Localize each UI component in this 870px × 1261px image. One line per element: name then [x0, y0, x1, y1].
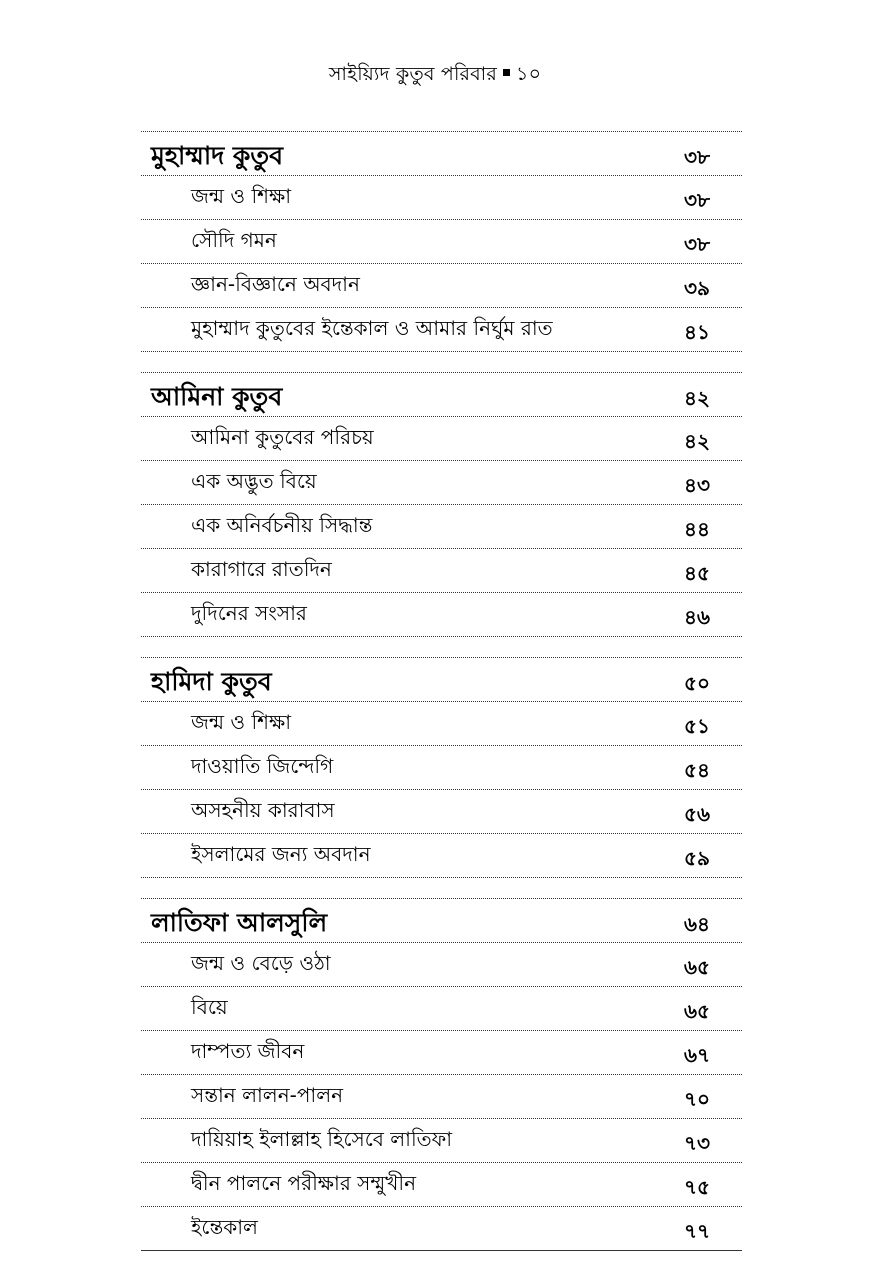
- toc-entry[interactable]: [141, 1074, 742, 1118]
- toc-entry[interactable]: [141, 789, 742, 833]
- section-page-number: ৫০: [684, 671, 710, 695]
- toc-entry[interactable]: [141, 416, 742, 460]
- separator-square-icon: [503, 69, 510, 76]
- entry-title: জন্ম ও শিক্ষা: [191, 710, 292, 734]
- entry-page-number: ৬৫: [684, 999, 710, 1023]
- entry-title: ইসলামের জন্য অবদান: [191, 842, 371, 866]
- toc-entry[interactable]: [141, 745, 742, 789]
- toc-entry[interactable]: [141, 548, 742, 592]
- entry-page-number: ৪৩: [684, 473, 710, 497]
- entry-title: বিয়ে: [191, 995, 228, 1019]
- entry-title: জ্ঞান-বিজ্ঞানে অবদান: [191, 272, 360, 296]
- toc-entry[interactable]: [141, 460, 742, 504]
- toc-entry[interactable]: [141, 175, 742, 219]
- entry-title: এক অদ্ভুত বিয়ে: [191, 469, 317, 493]
- entry-page-number: ৭৭: [684, 1219, 711, 1243]
- toc-entry[interactable]: [141, 219, 742, 263]
- entry-page-number: ৪২: [684, 429, 710, 453]
- running-header: [0, 60, 870, 92]
- entry-title: কারাগারে রাতদিন: [191, 557, 332, 581]
- entry-page-number: ৪৫: [684, 561, 710, 585]
- toc-section-heading[interactable]: [141, 131, 742, 175]
- section-page-number: ৩৮: [684, 145, 710, 169]
- toc-entry[interactable]: [141, 1206, 742, 1251]
- entry-page-number: ৬৫: [684, 955, 710, 979]
- toc-entry[interactable]: [141, 1162, 742, 1206]
- page-number: ১০: [516, 63, 542, 85]
- entry-page-number: ৭০: [684, 1087, 711, 1111]
- toc-entry[interactable]: [141, 986, 742, 1030]
- section-title: আমিনা কুতুব: [151, 382, 283, 411]
- entry-page-number: ৪৪: [684, 517, 710, 541]
- entry-page-number: ৭৩: [684, 1131, 711, 1155]
- entry-page-number: ৩৮: [684, 188, 710, 212]
- entry-title: দ্বীন পালনে পরীক্ষার সম্মুখীন: [191, 1171, 417, 1195]
- toc-entry[interactable]: [141, 833, 742, 877]
- entry-title: সন্তান লালন-পালন: [191, 1083, 344, 1107]
- entry-title: এক অনির্বচনীয় সিদ্ধান্ত: [191, 513, 373, 537]
- toc-entry[interactable]: [141, 592, 742, 636]
- entry-page-number: ৫১: [684, 714, 710, 738]
- entry-title: আমিনা কুতুবের পরিচয়: [191, 425, 374, 449]
- entry-page-number: ৪৬: [684, 605, 710, 629]
- entry-page-number: ৩৮: [684, 232, 710, 256]
- section-spacer: [141, 877, 742, 898]
- entry-page-number: ৫৬: [684, 802, 710, 826]
- toc-section-heading[interactable]: [141, 372, 742, 416]
- entry-title: দুদিনের সংসার: [191, 601, 307, 625]
- entry-title: জন্ম ও শিক্ষা: [191, 184, 292, 208]
- entry-title: সৌদি গমন: [191, 228, 277, 252]
- entry-title: দাম্পত্য জীবন: [191, 1039, 305, 1063]
- entry-page-number: ৬৭: [684, 1043, 711, 1067]
- toc-entry[interactable]: [141, 307, 742, 351]
- section-title: হামিদা কুতুব: [151, 667, 272, 696]
- entry-title: দাওয়াতি জিন্দেগি: [191, 754, 334, 778]
- book-title: সাইয়্যিদ কুতুব পরিবার: [328, 63, 498, 85]
- toc-section-heading[interactable]: [141, 657, 742, 701]
- section-title: মুহাম্মাদ কুতুব: [151, 141, 284, 170]
- entry-page-number: ৫৪: [684, 758, 710, 782]
- table-of-contents: [141, 131, 742, 1251]
- entry-page-number: ৫৯: [684, 846, 710, 870]
- entry-page-number: ৪১: [684, 320, 710, 344]
- entry-page-number: ৭৫: [684, 1175, 710, 1199]
- toc-entry[interactable]: [141, 701, 742, 745]
- toc-entry[interactable]: [141, 1030, 742, 1074]
- entry-page-number: ৩৯: [684, 276, 710, 300]
- section-page-number: ৬৪: [684, 912, 710, 936]
- entry-title: মুহাম্মাদ কুতুবের ইন্তেকাল ও আমার নির্ঘুম রাত: [191, 316, 553, 340]
- entry-title: ইন্তেকাল: [191, 1215, 258, 1239]
- toc-entry[interactable]: [141, 942, 742, 986]
- section-title: লাতিফা আলসুলি: [151, 908, 328, 937]
- section-spacer: [141, 351, 742, 372]
- toc-section-heading[interactable]: [141, 898, 742, 942]
- section-page-number: ৪২: [684, 386, 710, 410]
- entry-title: জন্ম ও বেড়ে ওঠা: [191, 951, 331, 975]
- entry-title: দায়িয়াহ ইলাল্লাহ হিসেবে লাতিফা: [191, 1127, 453, 1151]
- toc-entry[interactable]: [141, 263, 742, 307]
- entry-title: অসহনীয় কারাবাস: [191, 798, 335, 822]
- toc-entry[interactable]: [141, 1118, 742, 1162]
- section-spacer: [141, 636, 742, 657]
- toc-entry[interactable]: [141, 504, 742, 548]
